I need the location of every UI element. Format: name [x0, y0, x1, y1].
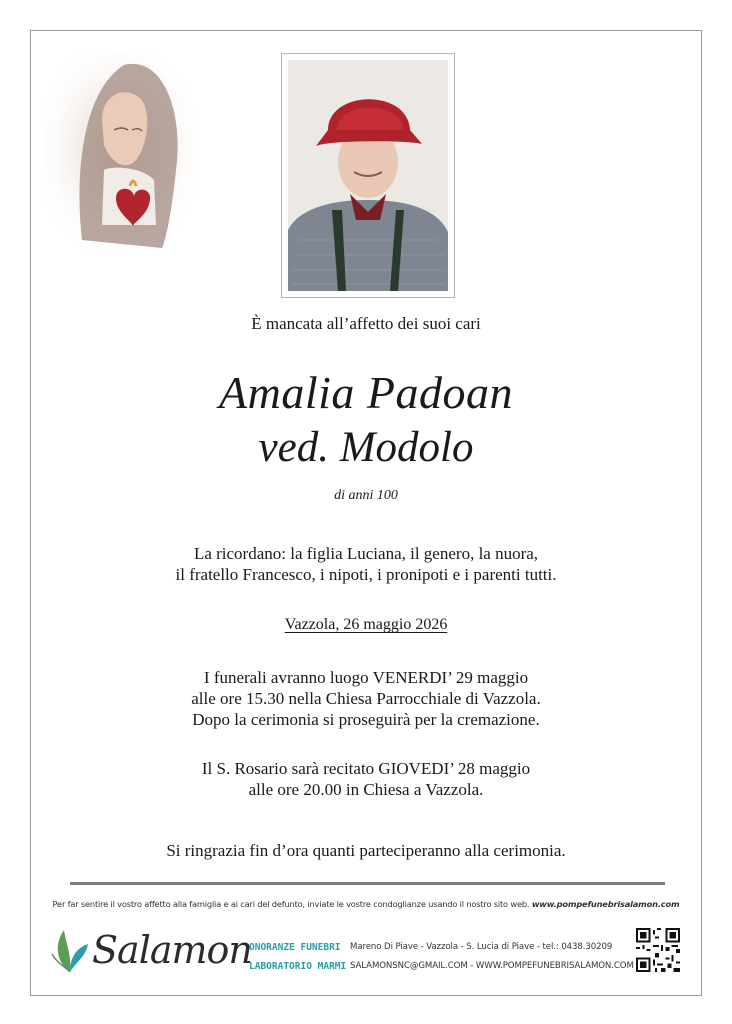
funeral-line: Dopo la cerimonia si proseguirà per la cremazione.	[192, 710, 540, 729]
funeral-line: alle ore 15.30 nella Chiesa Parrocchiale di Vazzola.	[191, 689, 541, 708]
funeral-line: I funerali avranno luogo VENERDI’ 29 maggio	[203, 668, 529, 687]
intro-text: È mancata all’affetto dei suoi cari	[251, 314, 481, 333]
footer-divider	[70, 882, 665, 885]
mourners-block	[30, 543, 702, 585]
service-item: LABORATORIO MARMI	[249, 961, 347, 972]
deceased-married-name: ved. Modolo	[258, 424, 474, 471]
footer-note-text: Per far sentire il vostro affetto alla famiglia e ai cari del defunto, inviate le vostre condoglianze usando il nostro sito web.	[52, 899, 530, 909]
leaf-logo-icon	[50, 926, 90, 974]
service-item: ONORANZE FUNEBRI	[249, 942, 341, 953]
funeral-block	[30, 667, 702, 730]
thanks-text: Si ringrazia fin d’ora quanti parteciperanno alla cerimonia.	[166, 841, 566, 860]
madonna-image	[44, 50, 194, 250]
contact-address: Mareno Di Piave - Vazzola - S. Lucia di Piave - tel.: 0438.30209	[350, 942, 613, 952]
contact-info	[350, 938, 634, 976]
rosary-line: alle ore 20.00 in Chiesa a Vazzola.	[248, 780, 484, 799]
portrait-photo	[288, 60, 448, 291]
place-date	[30, 616, 702, 634]
footer-note-site[interactable]: www.pompefunebrisalamon.com	[531, 899, 680, 909]
contact-web[interactable]: SALAMONSNC@GMAIL.COM - WWW.POMPEFUNEBRISALAMON.COM	[350, 961, 634, 971]
mourners-line: La ricordano: la figlia Luciana, il genero, la nuora,	[193, 544, 539, 563]
qr-code-icon[interactable]	[636, 928, 680, 972]
mourners-line: il fratello Francesco, i nipoti, i pronipoti e i parenti tutti.	[175, 565, 557, 584]
age-text: di anni 100	[334, 488, 398, 503]
rosary-block	[30, 758, 702, 800]
footer-note	[40, 899, 692, 909]
rosary-line: Il S. Rosario sarà recitato GIOVEDI’ 28 maggio	[201, 759, 531, 778]
portrait-frame	[281, 53, 455, 298]
place-date-text: Vazzola, 26 maggio 2026	[284, 616, 448, 633]
services-list	[249, 938, 346, 976]
deceased-name: Amalia Padoan	[219, 367, 513, 418]
brand-logo-text: Salamon	[92, 928, 252, 972]
